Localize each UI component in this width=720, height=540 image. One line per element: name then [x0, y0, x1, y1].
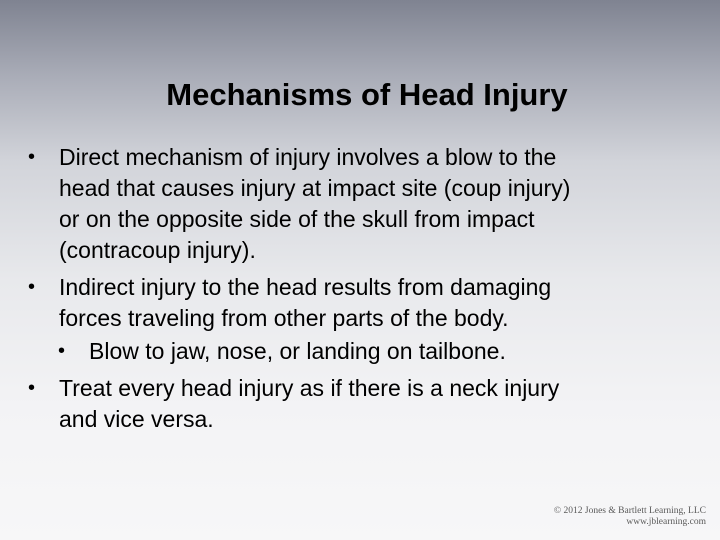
- bullet-text-line: forces traveling from other parts of the body.: [59, 305, 509, 331]
- bullet-glyph: •: [28, 377, 36, 399]
- website-text: www.jblearning.com: [626, 517, 706, 527]
- bullet-text-line: (contracoup injury).: [59, 237, 256, 263]
- bullet-list: [28, 142, 708, 441]
- bullet-text-line: head that causes injury at impact site (coup injury): [59, 175, 571, 201]
- bullet-text-line: Blow to jaw, nose, or landing on tailbone.: [89, 338, 506, 364]
- bullet-text-line: Treat every head injury as if there is a neck injury: [59, 375, 560, 401]
- bullet-text-line: or on the opposite side of the skull from impact: [59, 206, 535, 232]
- slide-title: Mechanisms of Head Injury: [166, 77, 568, 112]
- bullet-text-line: and vice versa.: [59, 406, 214, 432]
- bullet-glyph: •: [28, 146, 36, 168]
- bullet-item: [28, 373, 708, 435]
- bullet-item: [28, 142, 708, 266]
- bullet-item: [28, 272, 708, 334]
- copyright-notice: [554, 506, 706, 528]
- copyright-text: © 2012 Jones & Bartlett Learning, LLC: [553, 506, 706, 516]
- bullet-glyph: •: [28, 276, 36, 298]
- sub-bullet-item: [58, 336, 708, 367]
- bullet-text-line: Direct mechanism of injury involves a blow to the: [59, 144, 557, 170]
- bullet-glyph: •: [58, 340, 66, 362]
- bullet-text-line: Indirect injury to the head results from damaging: [59, 274, 552, 300]
